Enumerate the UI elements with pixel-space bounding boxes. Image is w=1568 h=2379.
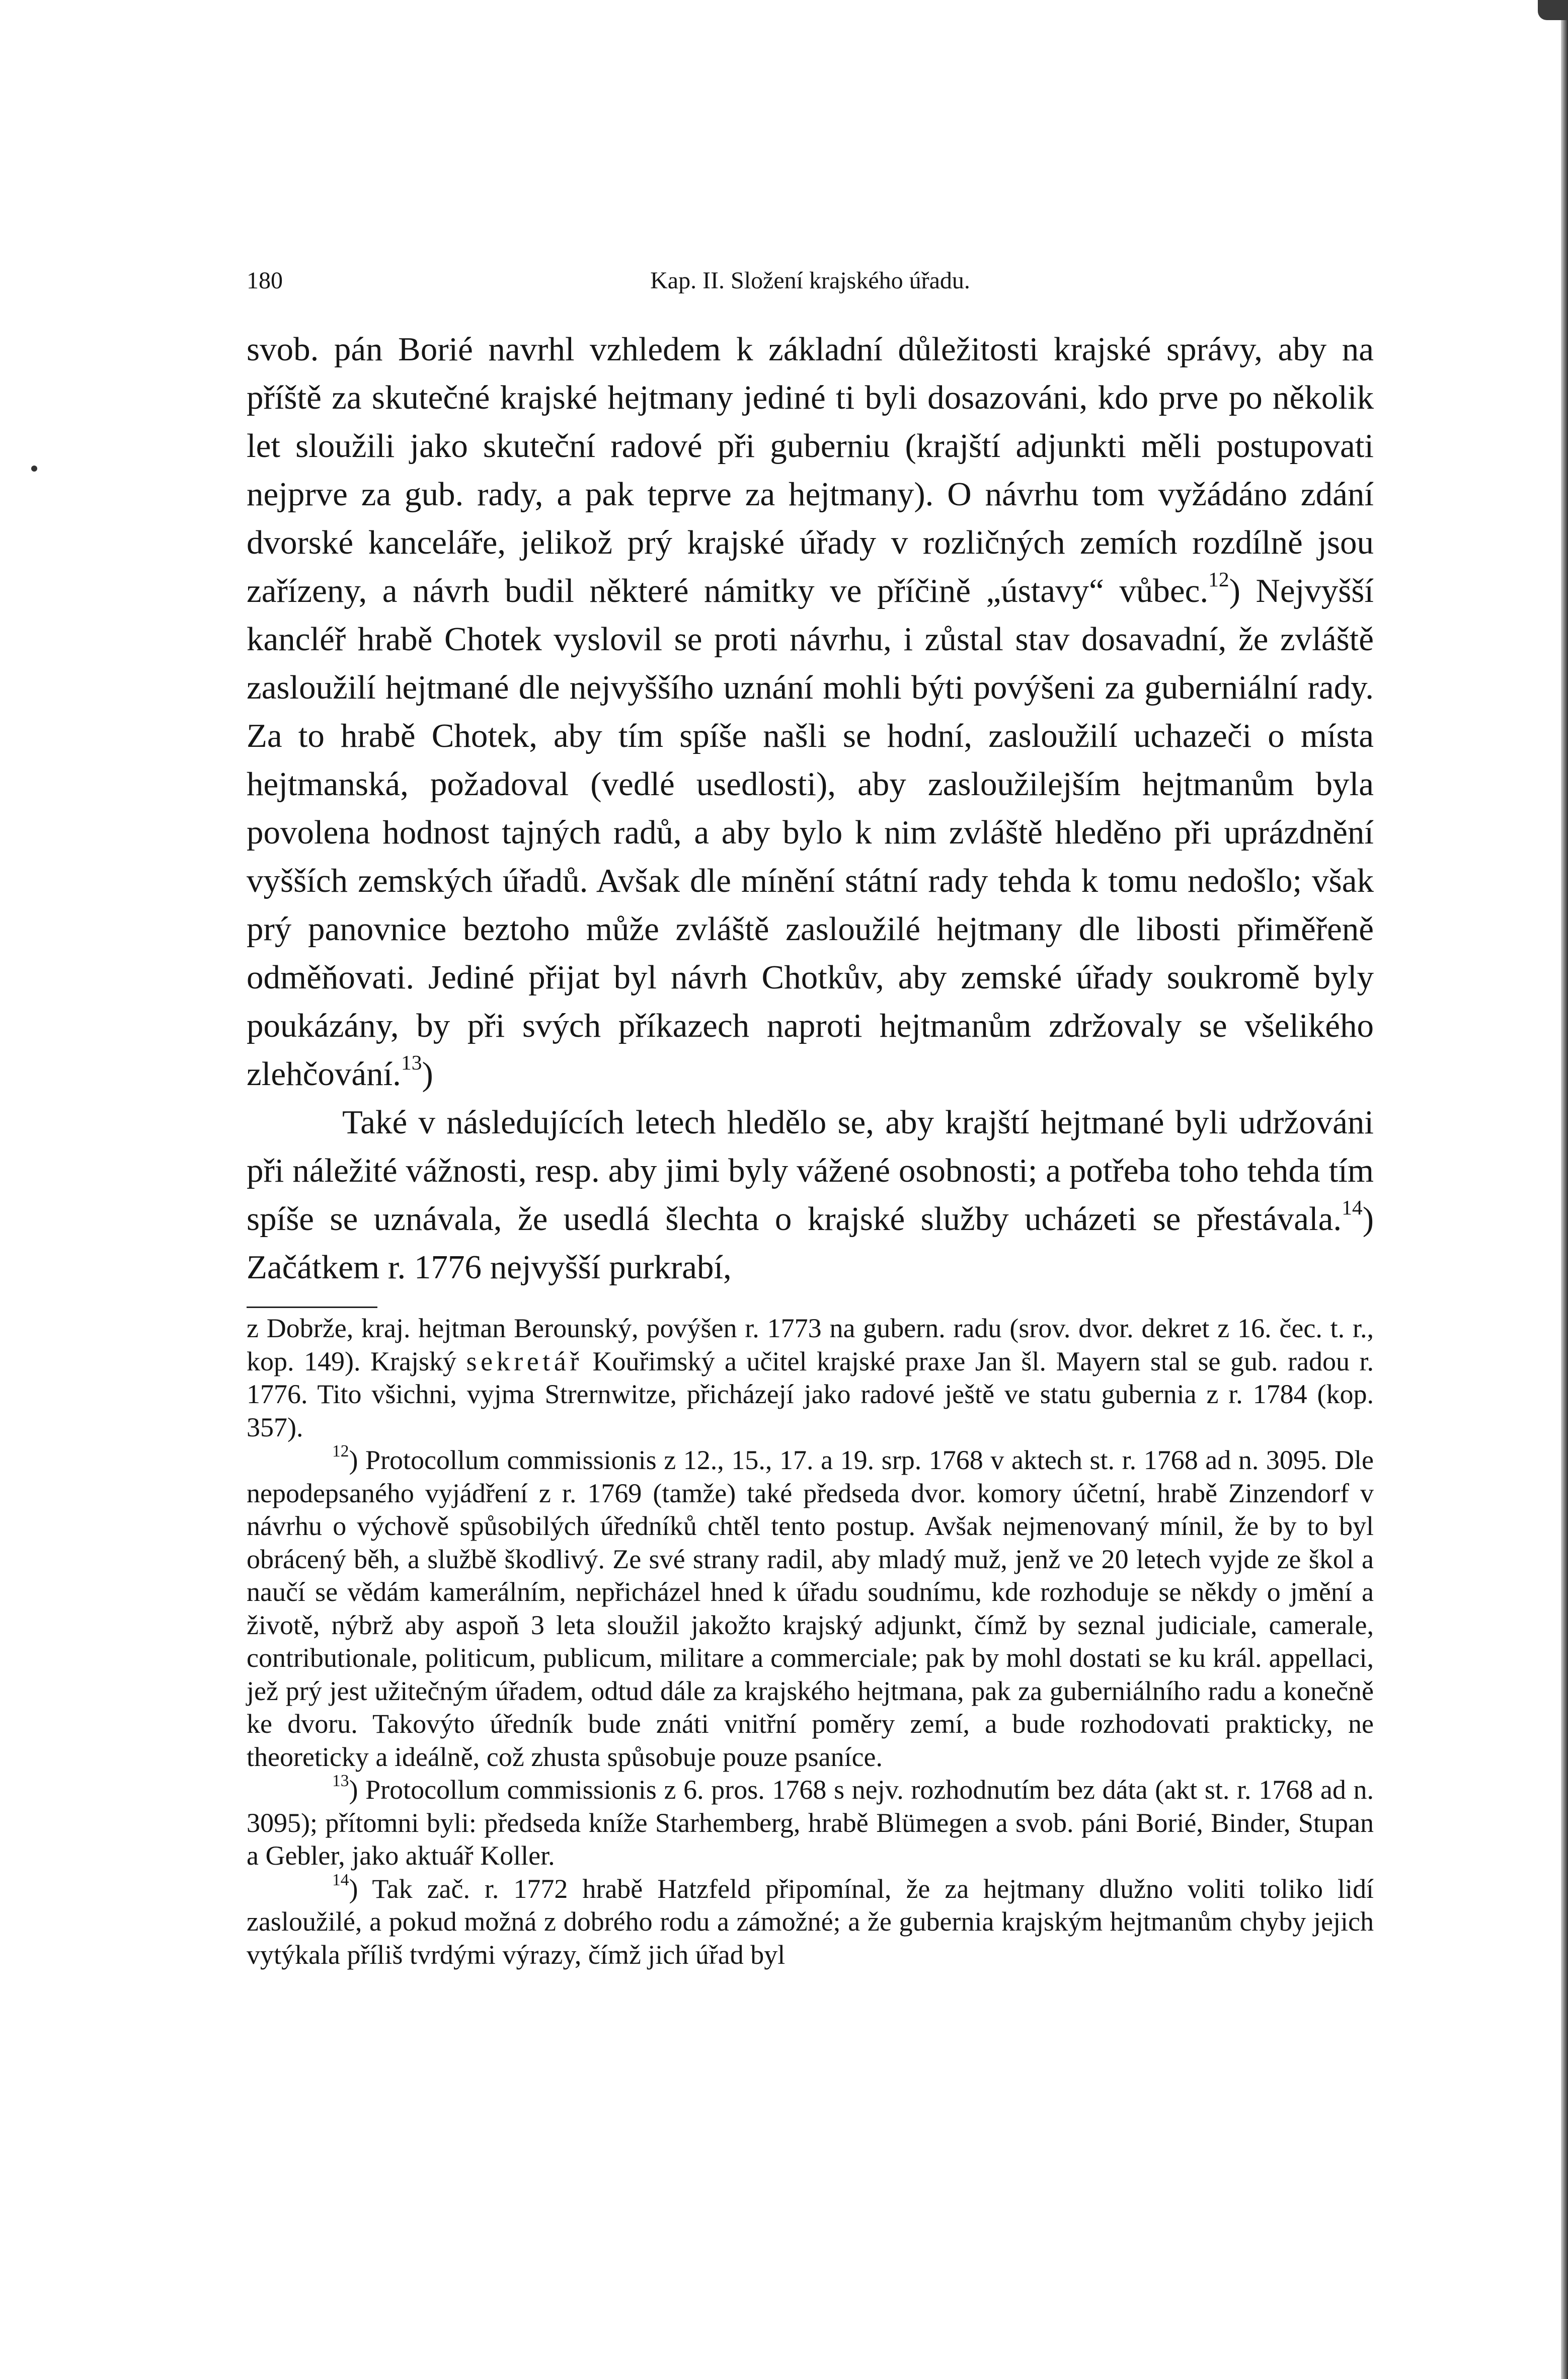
footnote-text: ) Protocollum commissionis z 12., 15., 17. a 19. srp. 1768 v aktech st. r. 1768 ad n. 3095. Dle nepodepsaného vyjádření z r. 1769 (tamže) také předseda dvor. komory účetní, hrabě Zinzendorf v návrhu o výchově spůsobilých úředníků chtěl tento postup. Avšak nejmenovaný mínil, že by to byl obrácený běh, a službě škodlivý. Ze své strany radil, aby mladý muž, jenž ve 20 letech vyjde ze škol a naučí se vědám kamerálním, nepřicházel hned k úřadu soudnímu, kde rozhoduje se někdy o jmění a životě, nýbrž aby aspoň 3 leta sloužil jakožto krajský adjunkt, čímž by seznal judiciale, camerale, contributionale, politicum, publicum, militare a commerciale; pak by mohl dostati se ku král. appellaci, jež prý jest užitečným úřadem, odtud dále za krajského hejtmana, pak za guberniálního radu a konečně ke dvoru. Takovýto úředník bude znáti vnitřní poměry zemí, a bude rozhodovati prakticky, ne theoreticky a ideálně, což zhusta spůsobuje pouze psaníce. xyxy=(247,1445,1374,1772)
footnote-text: Kouřimský a učitel krajské praxe Jan šl. Mayern stal se gub. radou r. 1776. Tito všichni, vyjma Strernwitze, přicházejí jako radové ještě ve statu gubernia z r. 1784 (kop. 357). xyxy=(247,1346,1374,1442)
paragraph-text: svob. pán Borié navrhl vzhledem k základní důležitosti krajské správy, aby na příště za skutečné krajské hejtmany jediné ti byli dosazováni, kdo prve po několik let sloužili jako skuteční radové při guberniu (krajští adjunkti měli postupovati nejprve za gub. rady, a pak teprve za hejtmany). O návrhu tom vyžádáno zdání dvorské kanceláře, jelikož prý krajské úřady v rozličných zemích rozdílně jsou zařízeny, a návrh budil některé námitky ve příčině „ústavy“ vůbec. xyxy=(247,331,1374,609)
paragraph xyxy=(247,325,1374,1098)
scan-corner xyxy=(1538,0,1568,20)
footnote-spaced-word: sekretář xyxy=(466,1346,583,1376)
footnote-text: z Dobrže, kraj. hejtman Berounský, povýšen r. 1773 na gubern. radu (srov. dvor. dekret z 16. čec. t. r., kop. 149). Krajský xyxy=(247,1313,1374,1376)
footnote-ref-12: 12 xyxy=(1208,567,1229,591)
footnote-mark: 14 xyxy=(332,1870,349,1889)
scan-edge xyxy=(1561,0,1568,2379)
book-page xyxy=(247,267,1374,1971)
footnote-continuation xyxy=(247,1312,1374,1444)
body-text xyxy=(247,325,1374,1291)
footnote-13 xyxy=(247,1771,1374,1873)
paragraph-text: ) Nejvyšší kancléř hrabě Chotek vyslovil se proti návrhu, i zůstal stav dosavadní, že zvláště zasloužilí hejtmané dle nejvyššího uznání mohli býti povýšeni za guberniální rady. Za to hrabě Chotek, aby tím spíše našli se hodní, zasloužilí uchazeči o místa hejtmanská, požadoval (vedlé usedlosti), aby zasloužilejším hejtmanům byla povolena hodnost tajných radů, a aby bylo k nim zvláště hleděno při uprázdnění vyšších zemských úřadů. Avšak dle mínění státní rady tehda k tomu nedošlo; však prý panovnice beztoho může zvláště zasloužilé hejtmany dle libosti přiměřeně odměňovati. Jediné přijat byl návrh Chotkův, aby zemské úřady soukromě byly poukázány, by při svých příkazech naproti hejtmanům zdržovaly se všelikého zlehčování. xyxy=(247,572,1374,1093)
footnote-text: ) Protocollum commissionis z 6. pros. 1768 s nejv. rozhodnutím bez dáta (akt st. r. 1768 ad n. 3095); přítomni byli: předseda kníže Starhemberg, hrabě Blümegen a svob. páni Borié, Binder, Stupan a Gebler, jako aktuář Koller. xyxy=(247,1775,1374,1871)
running-head xyxy=(247,267,1374,302)
page-number: 180 xyxy=(247,267,283,294)
footnote-mark: 12 xyxy=(332,1441,349,1461)
footnote-ref-14: 14 xyxy=(1342,1195,1363,1219)
paragraph-text: Také v následujících letech hledělo se, aby krajští hejtmané byli udržováni při náležité vážnosti, resp. aby jimi byly vážené osobnosti; a potřeba toho tehda tím spíše se uznávala, že usedlá šlechta o krajské služby ucházeti se přestávala. xyxy=(247,1104,1374,1238)
footnote-mark: 13 xyxy=(332,1771,349,1790)
paragraph xyxy=(247,1098,1374,1291)
footnote-divider xyxy=(247,1307,377,1308)
paragraph-text: ) Začátkem r. 1776 nejvyšší purkrabí, xyxy=(247,1200,1374,1286)
footnote-text: ) Tak zač. r. 1772 hrabě Hatzfeld připomínal, že za hejtmany dlužno voliti toliko lidí zasloužilé, a pokud možná z dobrého rodu a zámožné; a že gubernia krajským hejtmanům chyby jejich vytýkala příliš tvrdými výrazy, čímž jich úřad byl xyxy=(247,1873,1374,1970)
paragraph-text: ) xyxy=(422,1055,433,1093)
footnote-12 xyxy=(247,1441,1374,1774)
chapter-title: Kap. II. Složení krajského úřadu. xyxy=(650,267,970,294)
margin-dot xyxy=(31,466,37,472)
footnotes xyxy=(247,1312,1374,1971)
footnote-ref-13: 13 xyxy=(401,1050,422,1074)
footnote-14 xyxy=(247,1870,1374,1972)
